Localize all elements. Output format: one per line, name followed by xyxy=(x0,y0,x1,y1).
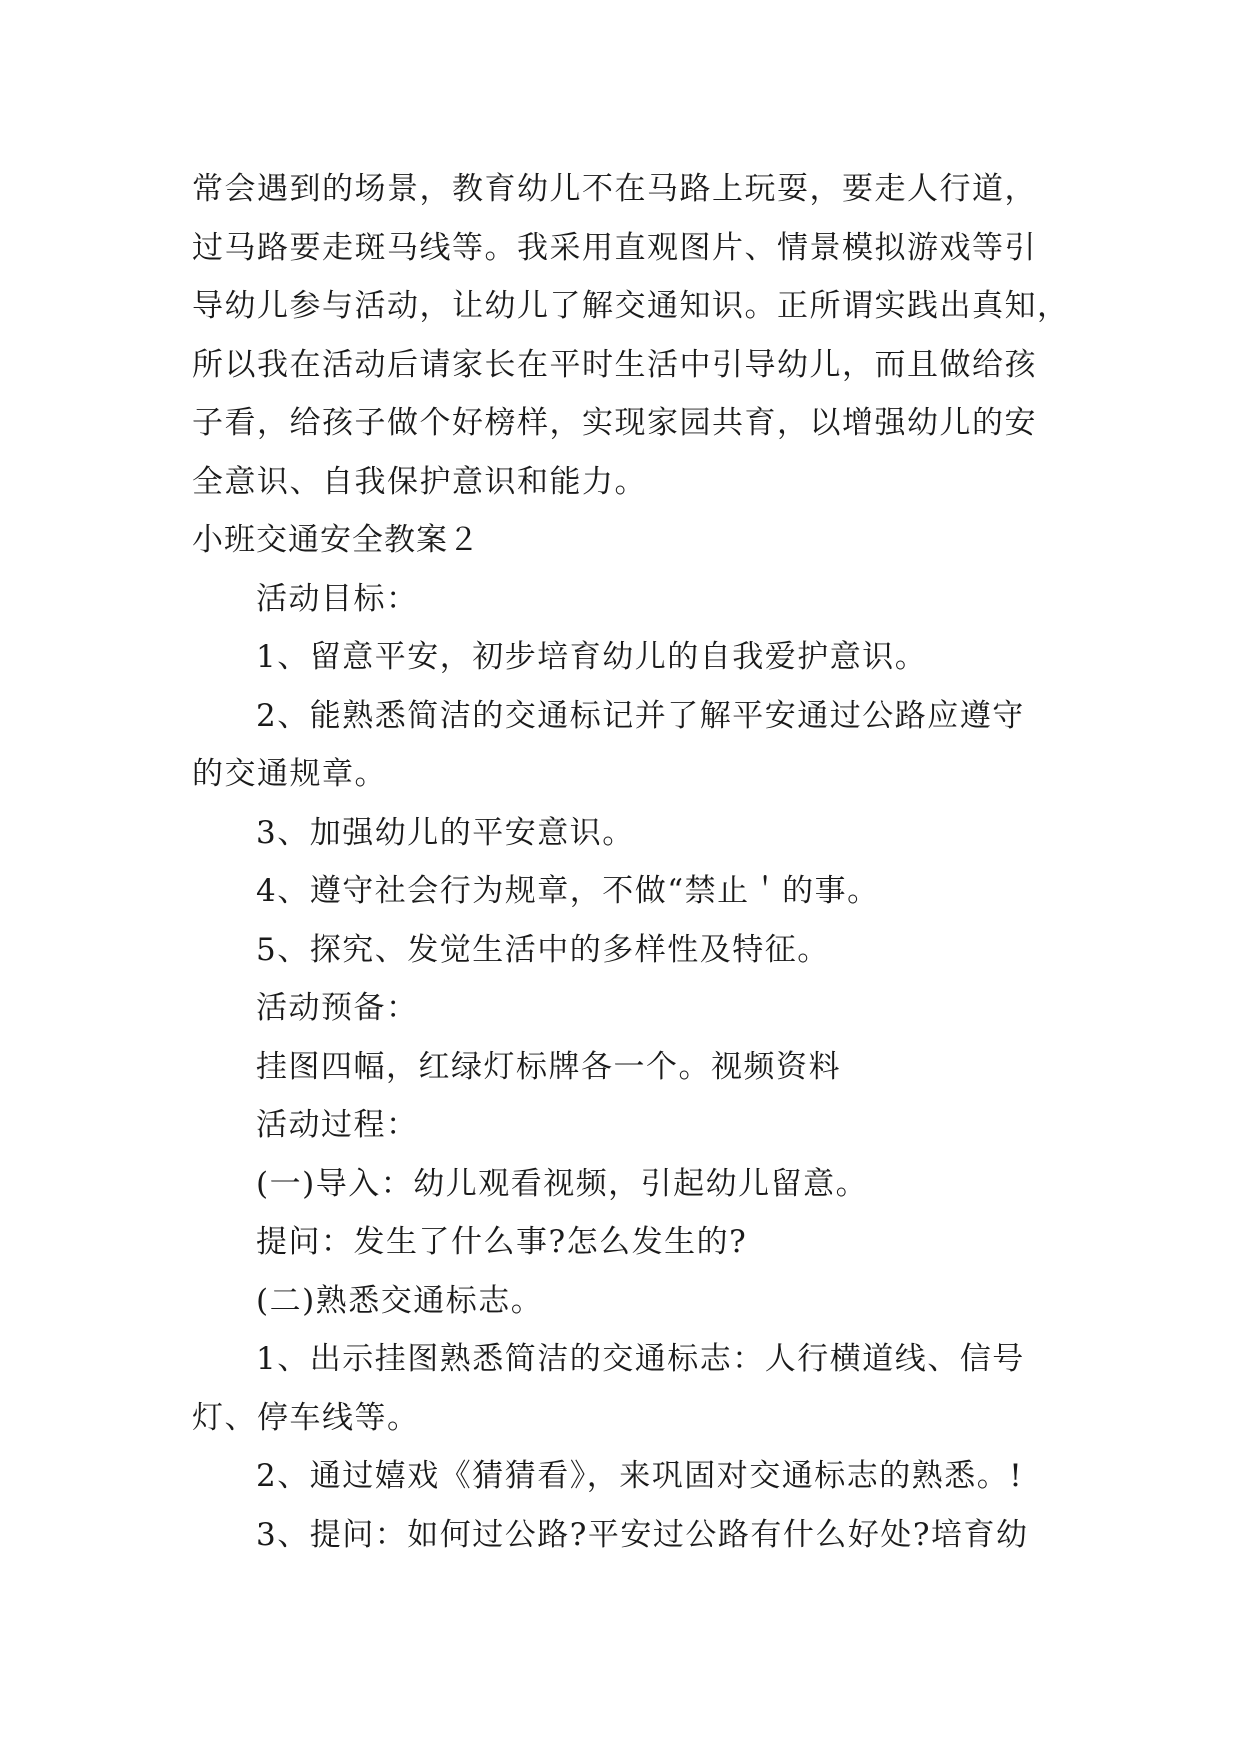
process-item: 1、出示挂图熟悉简洁的交通标志：人行横道线、信号 xyxy=(256,1341,1025,1377)
section-label-goals: 活动目标： xyxy=(256,580,419,617)
section-label-process: 活动过程： xyxy=(256,1107,419,1143)
goal-item-continuation: 的交通规章。 xyxy=(192,756,387,792)
paragraph-line: 过马路要走斑马线等。我采用直观图片、情景模拟游戏等引 xyxy=(192,229,1037,266)
goal-item: 4、遵守社会行为规章，不做“禁止＇的事。 xyxy=(256,873,880,909)
section-label-preparation: 活动预备： xyxy=(256,990,419,1026)
paragraph-line: 所以我在活动后请家长在平时生活中引导幼儿，而且做给孩 xyxy=(192,346,1037,383)
process-item: 3、提问：如何过公路?平安过公路有什么好处?培育幼 xyxy=(256,1516,1029,1553)
process-item-continuation: 灯、停车线等。 xyxy=(192,1399,420,1436)
process-item: 2、通过嬉戏《猜猜看》，来巩固对交通标志的熟悉。! xyxy=(256,1458,1024,1494)
paragraph-line: 常会遇到的场景，教育幼儿不在马路上玩耍，要走人行道， xyxy=(192,171,1037,207)
section-title: 小班交通安全教案２ xyxy=(192,522,480,558)
paragraph-line: 子看，给孩子做个好榜样，实现家园共育，以增强幼儿的安 xyxy=(192,405,1037,441)
paragraph-line: 导幼儿参与活动，让幼儿了解交通知识。正所谓实践出真知， xyxy=(192,288,1070,324)
goal-item: 5、探究、发觉生活中的多样性及特征。 xyxy=(256,931,830,968)
process-step: (二)熟悉交通标志。 xyxy=(256,1282,544,1319)
goal-item: 1、留意平安，初步培育幼儿的自我爱护意识。 xyxy=(256,639,928,675)
paragraph-line: 全意识、自我保护意识和能力。 xyxy=(192,463,647,500)
preparation-text: 挂图四幅，红绿灯标牌各一个。视频资料 xyxy=(256,1048,841,1085)
process-question: 提问：发生了什么事?怎么发生的? xyxy=(256,1224,748,1260)
goal-item: 2、能熟悉简洁的交通标记并了解平安通过公路应遵守 xyxy=(256,697,1025,734)
process-step: (一)导入：幼儿观看视频，引起幼儿留意。 xyxy=(256,1165,869,1202)
document-body xyxy=(192,160,1072,1564)
goal-item: 3、加强幼儿的平安意识。 xyxy=(256,814,635,851)
